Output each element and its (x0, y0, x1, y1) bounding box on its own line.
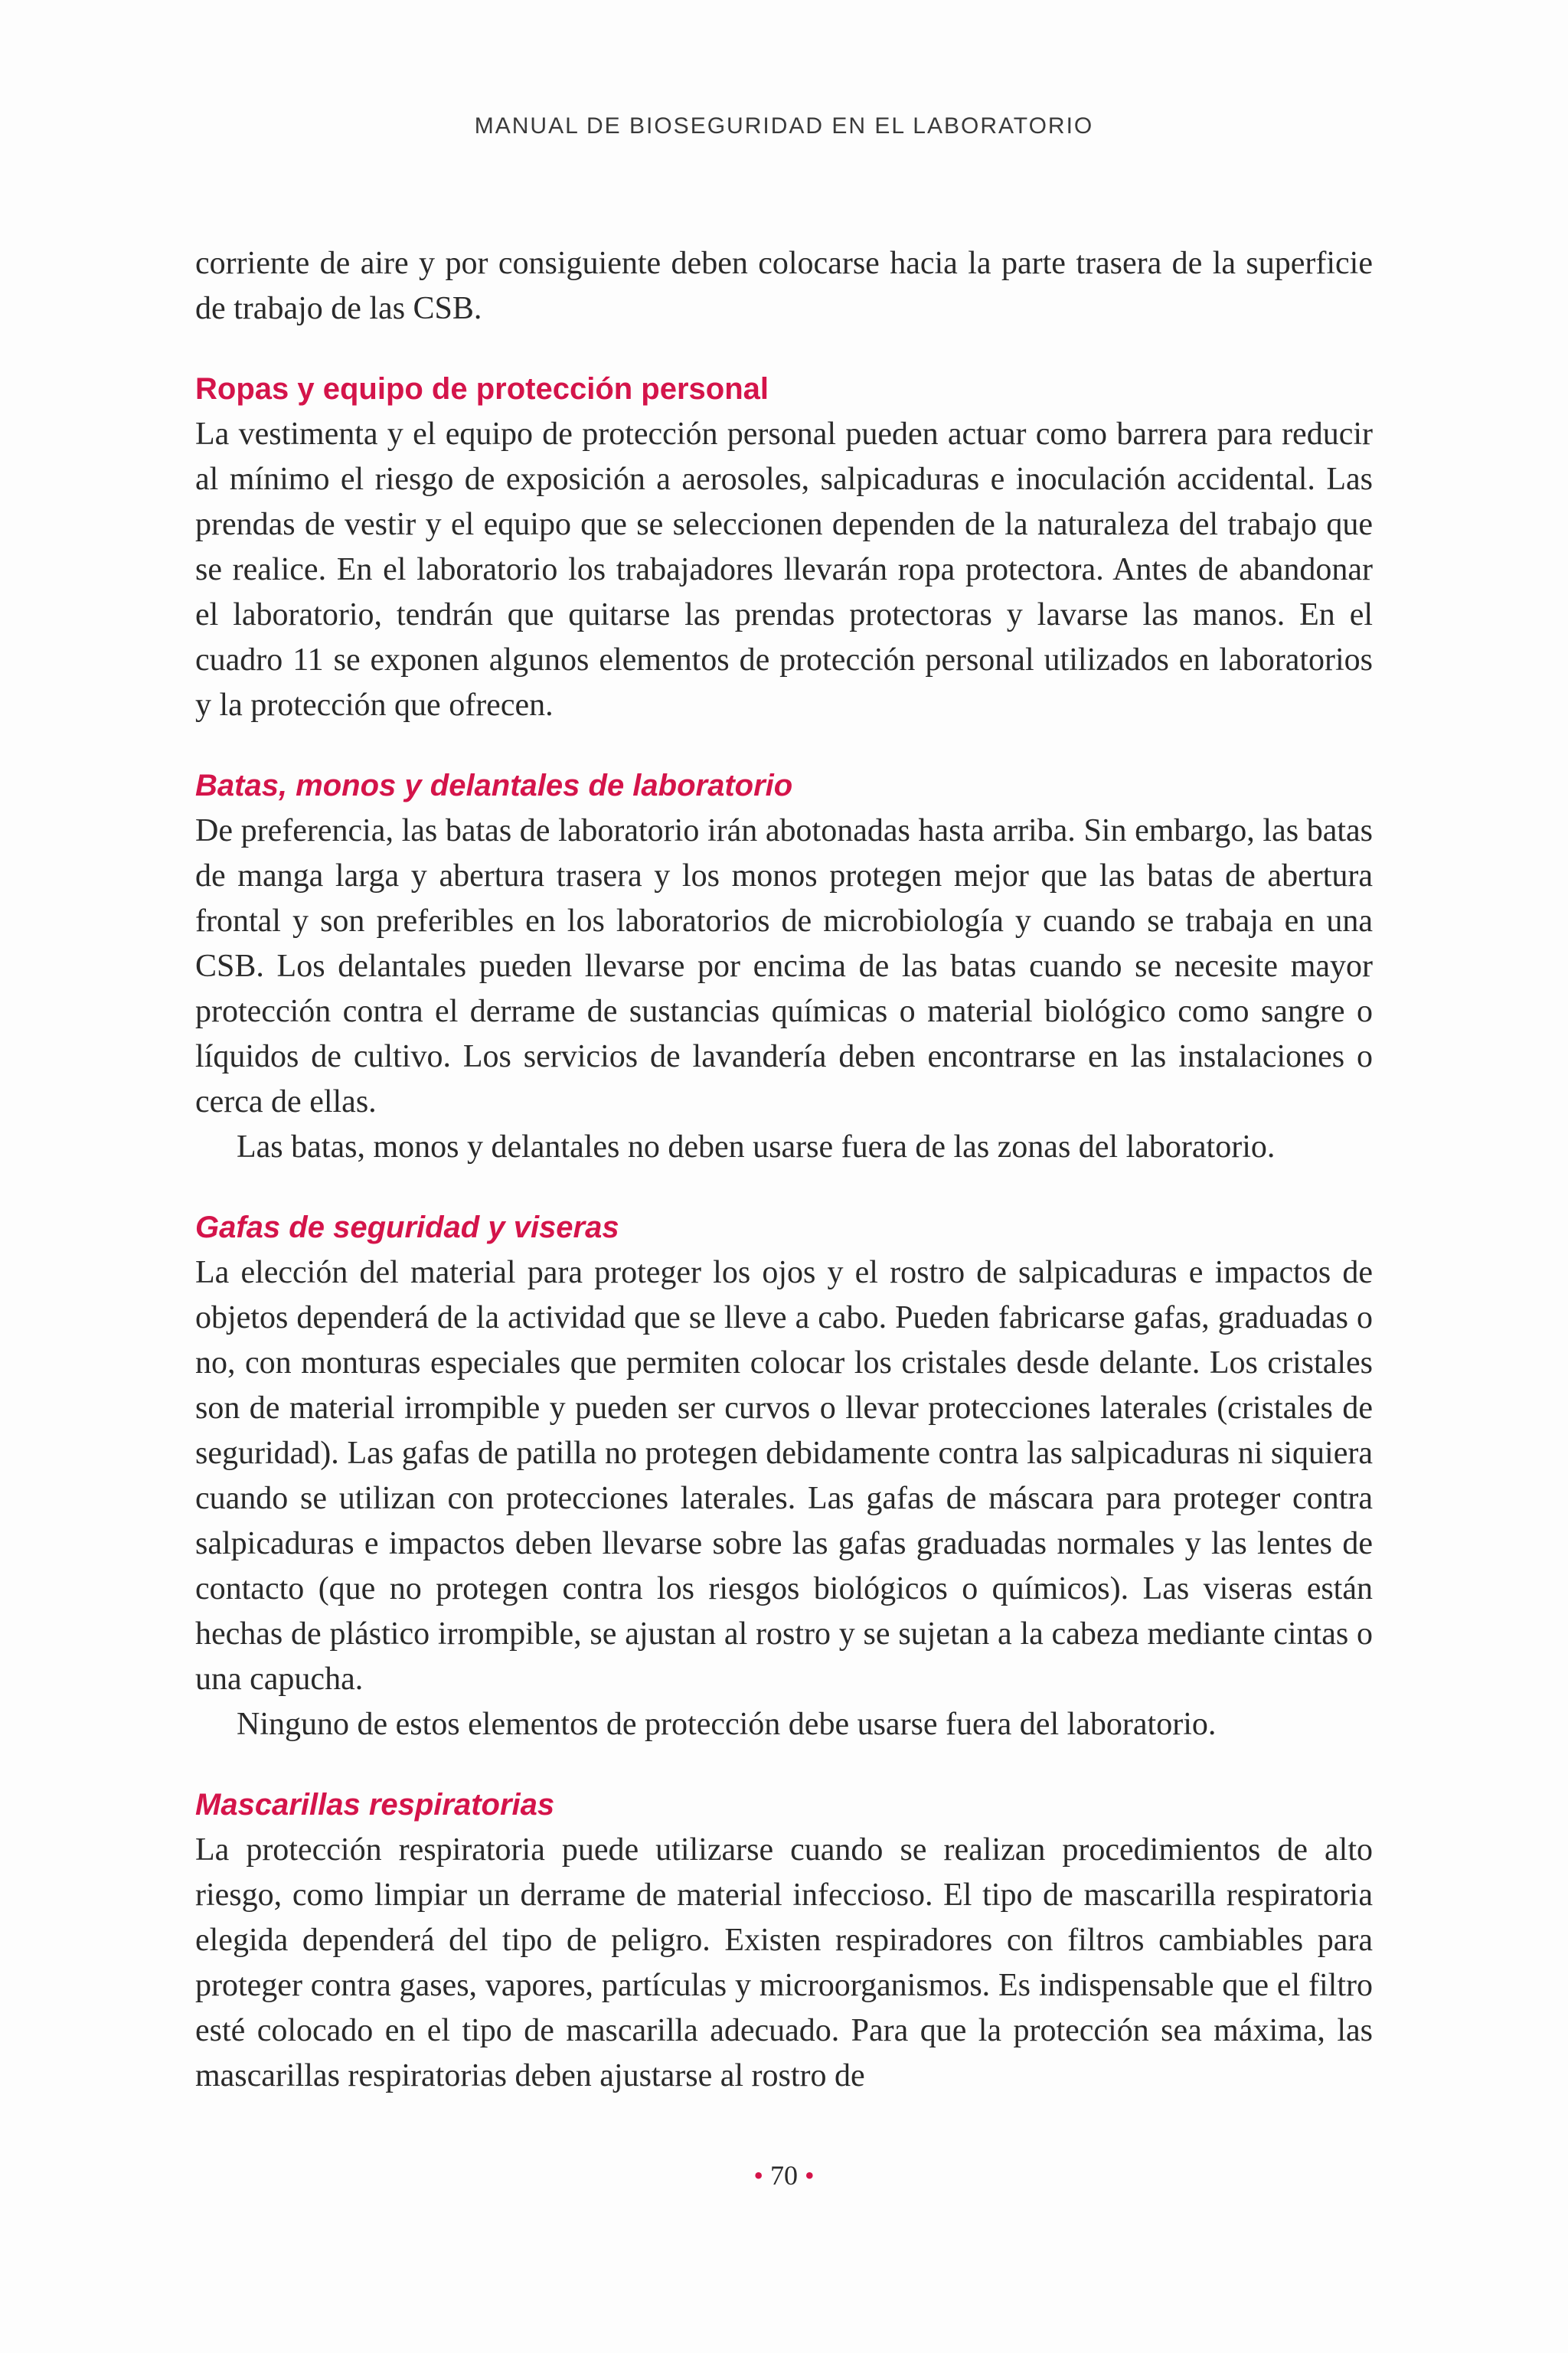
page-number: 70 (770, 2160, 798, 2191)
batas-paragraph-1: De preferencia, las batas de laboratorio irán abotonadas hasta arriba. Sin embargo, las batas de manga larga y abertura trasera y los monos protegen mejor que las batas de abertura frontal y son preferibles en los laboratorios de microbiología y cuando se trabaja en una CSB. Los delantales pueden llevarse por encima de las batas cuando se necesite mayor protección contra el derrame de sustancias químicas o material biológico como sangre o líquidos de cultivo. Los servicios de lavandería deben encontrarse en las instalaciones o cerca de ellas. (195, 813, 1373, 1119)
subsection-heading-gafas: Gafas de seguridad y viseras (195, 1211, 619, 1244)
page-body (195, 241, 1373, 2099)
running-header: MANUAL DE BIOSEGURIDAD EN EL LABORATORIO (474, 113, 1094, 139)
ropas-paragraph: La vestimenta y el equipo de protección personal pueden actuar como barrera para reducir al mínimo el riesgo de exposición a aerosoles, salpicaduras e inoculación accidental. Las prendas de vestir y el equipo que se seleccionen dependen de la naturaleza del trabajo que se realice. En el laboratorio los trabajadores llevarán ropa protectora. Antes de abandonar el laboratorio, tendrán que quitarse las prendas protectoras y lavarse las manos. En el cuadro 11 se exponen algunos elementos de protección personal utilizados en laboratorios y la protección que ofrecen. (195, 417, 1373, 723)
page-footer (0, 2159, 1568, 2191)
batas-paragraph-2: Las batas, monos y delantales no deben usarse fuera de las zonas del laboratorio. (237, 1129, 1276, 1165)
gafas-paragraph-2: Ninguno de estos elementos de protección debe usarse fuera del laboratorio. (237, 1707, 1217, 1742)
subsection-heading-batas: Batas, monos y delantales de laboratorio (195, 769, 793, 802)
bullet-left-icon: • (753, 2160, 763, 2191)
gafas-paragraph-1: La elección del material para proteger los ojos y el rostro de salpicaduras e impactos de objetos dependerá de la actividad que se lleve a cabo. Pueden fabricarse gafas, graduadas o no, con monturas especiales que permiten colocar los cristales desde delante. Los cristales son de material irrompible y pueden ser curvos o llevar protecciones laterales (cristales de seguridad). Las gafas de patilla no protegen debidamente contra las salpicaduras ni siquiera cuando se utilizan con protecciones laterales. Las gafas de máscara para proteger contra salpicaduras e impactos deben llevarse sobre las gafas graduadas normales y las lentes de contacto (que no protegen contra los riesgos biológicos o químicos). Las viseras están hechas de plástico irrompible, se ajustan al rostro y se sujetan a la cabeza mediante cintas o una capucha. (195, 1255, 1373, 1697)
mascarillas-paragraph: La protección respiratoria puede utilizarse cuando se realizan procedimientos de alto riesgo, como limpiar un derrame de material infeccioso. El tipo de mascarilla respiratoria elegida dependerá del tipo de peligro. Existen respiradores con filtros cambiables para proteger contra gases, vapores, partículas y microorganismos. Es indispensable que el filtro esté colocado en el tipo de mascarilla adecuado. Para que la protección sea máxima, las mascarillas respiratorias deben ajustarse al rostro de (195, 1832, 1373, 2093)
bullet-right-icon: • (805, 2160, 815, 2191)
section-heading-ropas: Ropas y equipo de protección personal (195, 372, 769, 406)
intro-paragraph: corriente de aire y por consiguiente deben colocarse hacia la parte trasera de la superficie de trabajo de las CSB. (195, 246, 1373, 326)
subsection-heading-mascarillas: Mascarillas respiratorias (195, 1788, 555, 1822)
